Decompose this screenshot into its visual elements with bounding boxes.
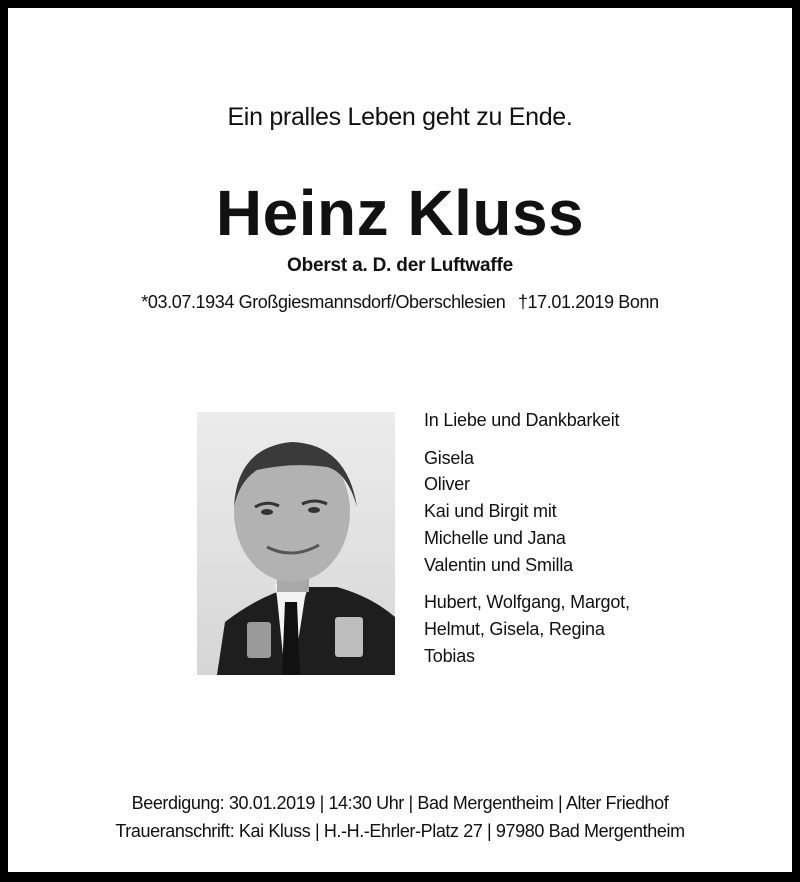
family-member: Valentin und Smilla xyxy=(424,554,573,575)
life-dates xyxy=(8,292,792,313)
relatives-group xyxy=(424,589,630,669)
rank-title: Oberst a. D. der Luftwaffe xyxy=(286,255,513,276)
deceased-name: Heinz Kluss xyxy=(215,177,585,249)
portrait-photo xyxy=(197,412,395,675)
relatives-line: Tobias xyxy=(424,645,475,666)
death-info: †17.01.2019 Bonn xyxy=(517,292,659,312)
motto: Ein pralles Leben geht zu Ende. xyxy=(227,103,573,131)
funeral-info: Beerdigung: 30.01.2019 | 14:30 Uhr | Bad Mergentheim | Alter Friedhof xyxy=(131,793,669,813)
condolence-address: Traueranschrift: Kai Kluss | H.-H.-Ehrler-Platz 27 | 97980 Bad Mergentheim xyxy=(115,821,685,841)
family-member: Oliver xyxy=(424,474,470,495)
mourners-intro: In Liebe und Dankbarkeit xyxy=(424,410,620,430)
mourners-list xyxy=(424,407,630,669)
birth-info: *03.07.1934 Großgiesmannsdorf/Oberschlesien xyxy=(141,292,506,312)
family-member: Gisela xyxy=(424,447,474,468)
relatives-line: Helmut, Gisela, Regina xyxy=(424,618,605,639)
family-member: Michelle und Jana xyxy=(424,527,566,548)
relatives-line: Hubert, Wolfgang, Margot, xyxy=(424,592,630,613)
obituary-card xyxy=(8,8,792,872)
family-group xyxy=(424,445,630,579)
family-member: Kai und Birgit mit xyxy=(424,501,557,522)
